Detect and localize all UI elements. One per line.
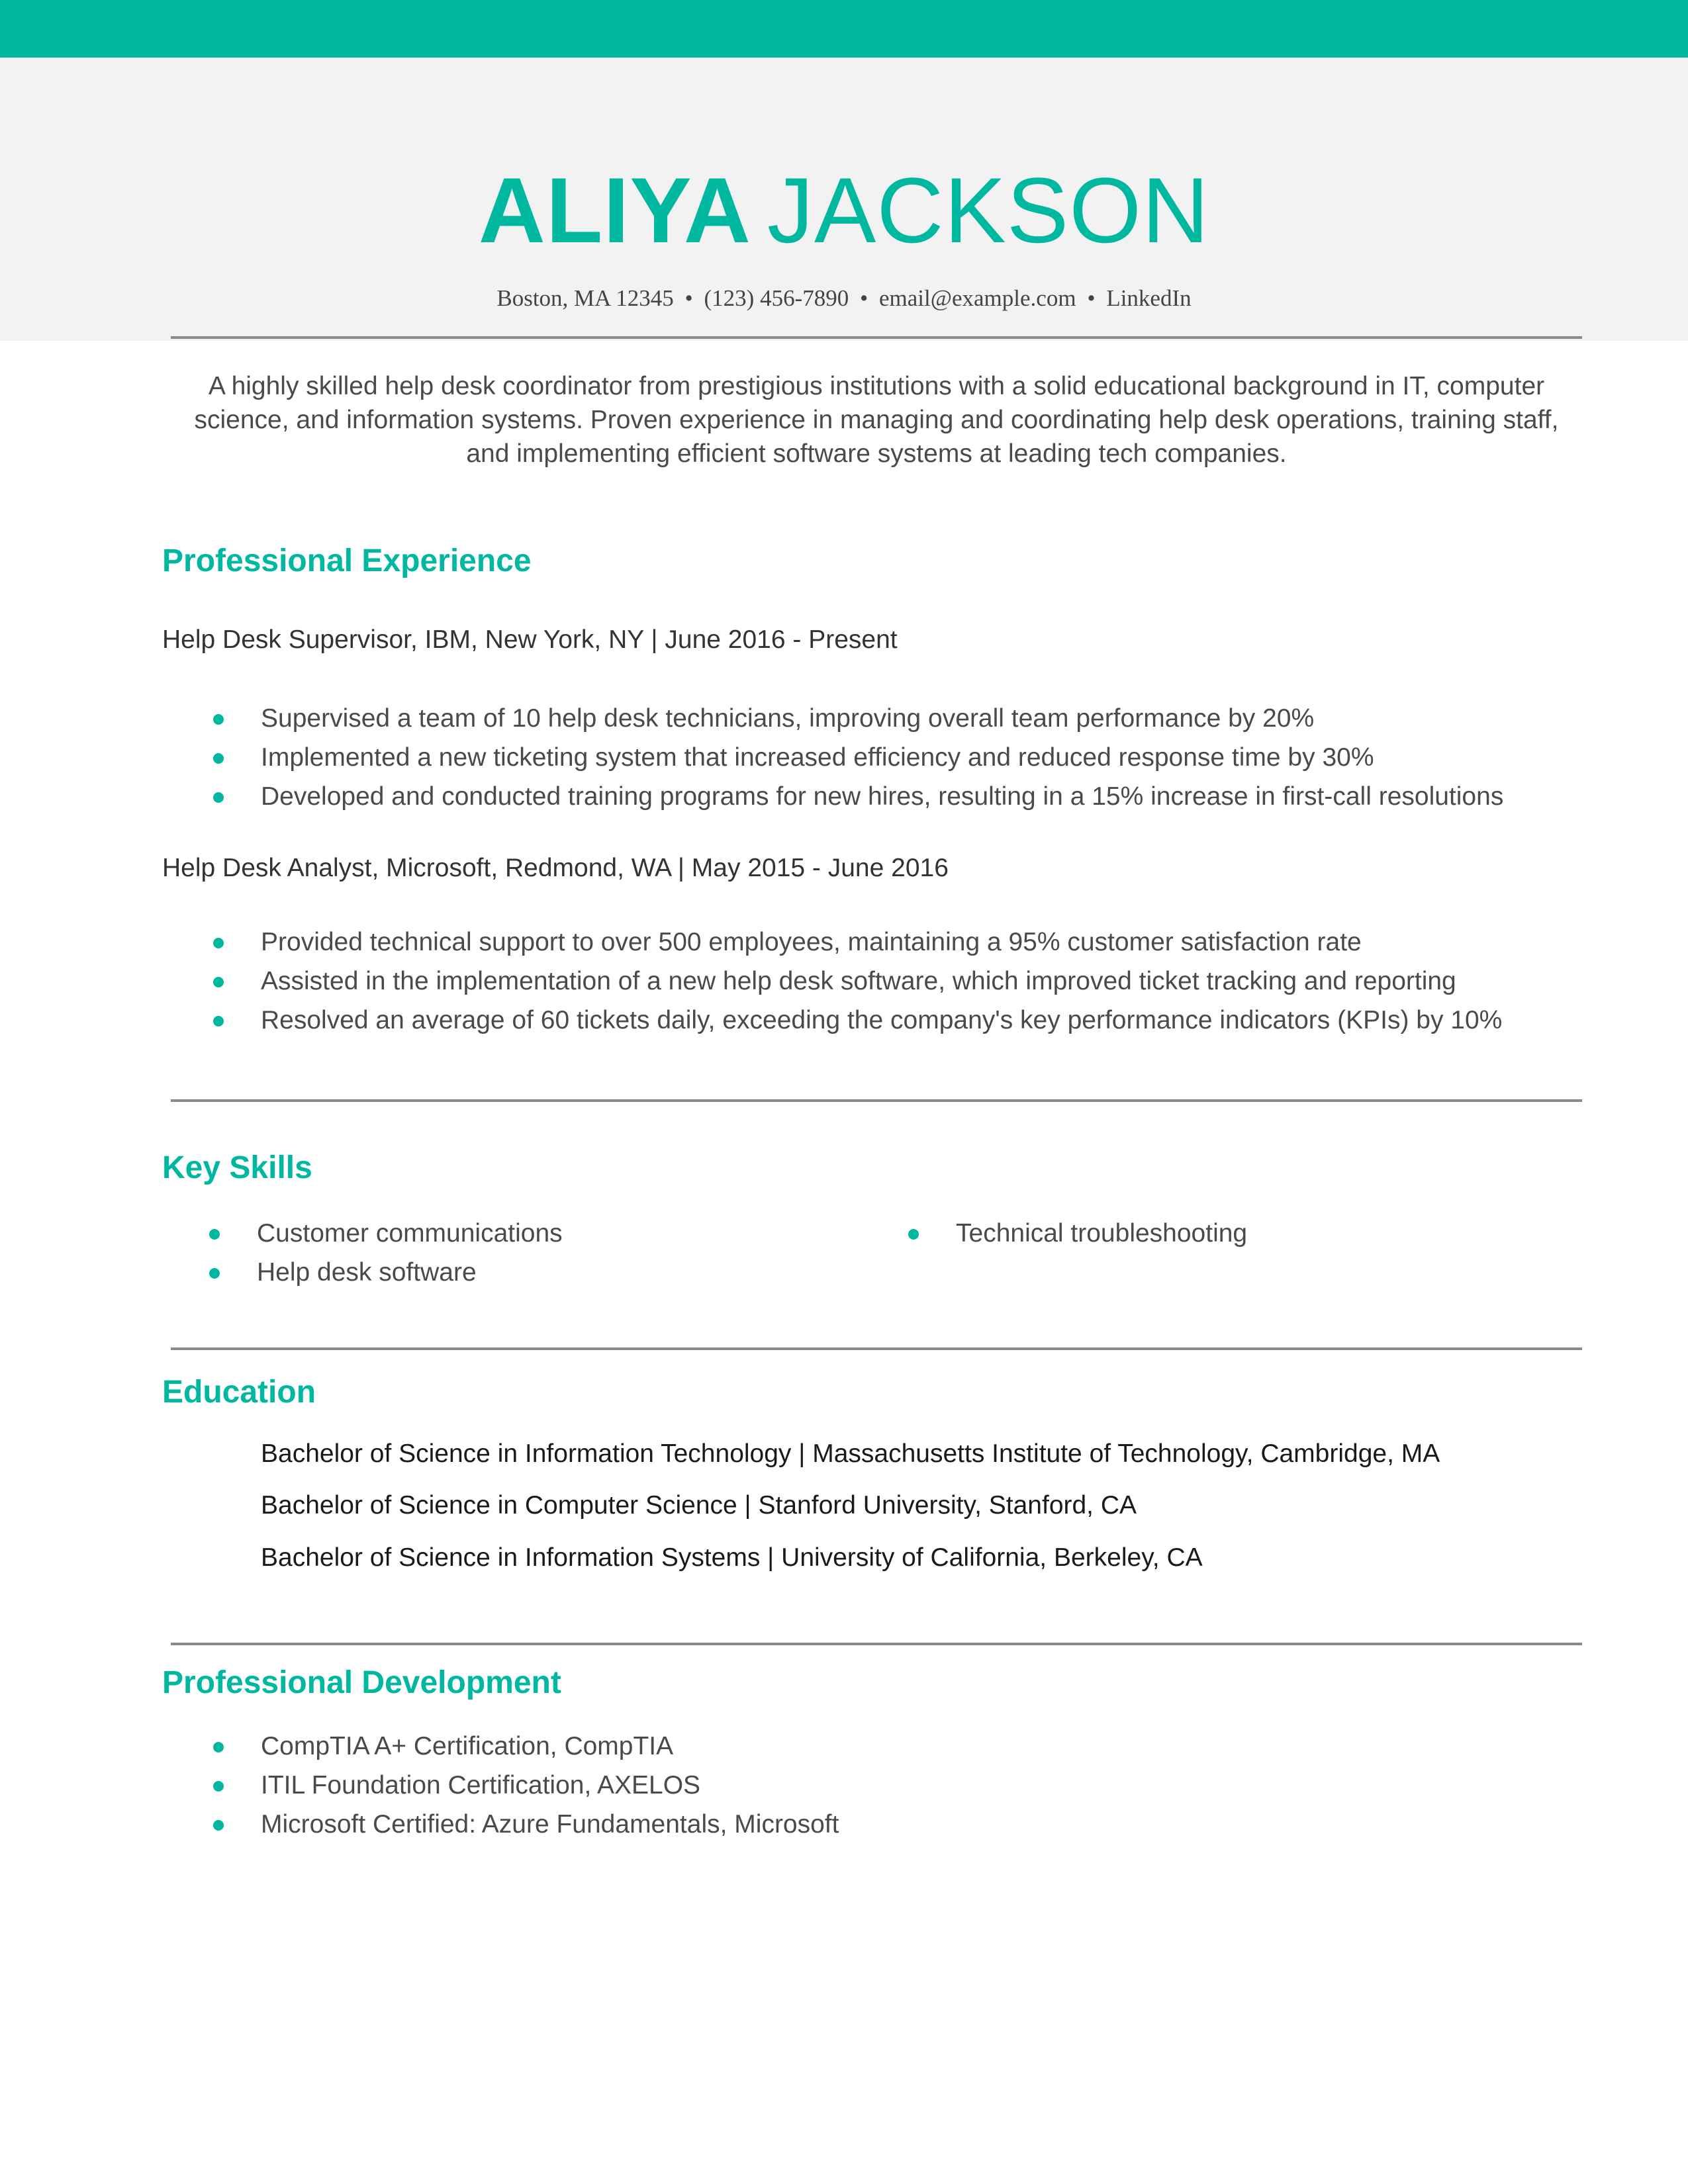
contact-location: Boston, MA 12345 <box>496 285 674 311</box>
first-name: ALIYA <box>478 158 751 262</box>
contact-separator: • <box>1087 285 1096 311</box>
certification-text: Microsoft Certified: Azure Fundamentals, Microsoft <box>261 1810 839 1839</box>
bullet-icon <box>213 1742 224 1752</box>
header-divider <box>171 336 1582 339</box>
education-section-title: Education <box>162 1375 316 1410</box>
skills-right-column <box>908 1214 1247 1253</box>
education-item: Bachelor of Science in Information Systems | University of California, Berkeley, CA <box>261 1543 1203 1572</box>
contact-separator: • <box>860 285 868 311</box>
bullet-icon <box>209 1229 220 1240</box>
education-item: Bachelor of Science in Computer Science | Stanford University, Stanford, CA <box>261 1491 1137 1520</box>
skill-text: Customer communications <box>257 1219 563 1248</box>
skill-text: Technical troubleshooting <box>956 1219 1248 1248</box>
summary-paragraph: A highly skilled help desk coordinator from prestigious institutions with a solid educational background in IT, computer science, and information systems. Proven experience in managing and coordinating help desk operations, training staff, and implementing efficient software systems at leading tech companies. <box>194 372 1559 468</box>
job-bullets <box>213 923 1502 1040</box>
bullet-text: Supervised a team of 10 help desk technicians, improving overall team performance by 20% <box>261 704 1315 733</box>
bullet-icon <box>213 753 224 764</box>
bullet-text: Developed and conducted training programs for new hires, resulting in a 15% increase in first-call resolutions <box>261 782 1504 811</box>
bullet-text: Assisted in the implementation of a new help desk software, which improved ticket tracking and reporting <box>261 967 1456 995</box>
list-item <box>213 962 1502 1001</box>
list-item <box>213 1727 839 1766</box>
contact-separator: • <box>684 285 693 311</box>
skills-left-column <box>209 1214 563 1292</box>
job-heading: Help Desk Supervisor, IBM, New York, NY | June 2016 - Present <box>162 625 898 654</box>
list-item <box>213 777 1503 816</box>
list-item <box>213 1805 839 1844</box>
contact-phone: (123) 456-7890 <box>704 285 849 311</box>
bullet-text: Implemented a new ticketing system that increased efficiency and reduced response time by 30% <box>261 743 1374 772</box>
experience-section-title: Professional Experience <box>162 543 532 578</box>
bullet-icon <box>213 1820 224 1831</box>
job-heading: Help Desk Analyst, Microsoft, Redmond, WA | May 2015 - June 2016 <box>162 854 949 882</box>
job-bullets <box>213 699 1503 816</box>
bullet-icon <box>213 1016 224 1026</box>
certification-text: ITIL Foundation Certification, AXELOS <box>261 1771 701 1799</box>
contact-email[interactable]: email@example.com <box>879 285 1076 311</box>
contact-linkedin-link[interactable]: LinkedIn <box>1106 285 1192 311</box>
bullet-text: Resolved an average of 60 tickets daily, exceeding the company's key performance indicators (KPIs) by 10% <box>261 1006 1503 1034</box>
list-item <box>209 1253 563 1292</box>
list-item <box>213 699 1503 738</box>
list-item <box>908 1214 1247 1253</box>
education-item: Bachelor of Science in Information Technology | Massachusetts Institute of Technology, Cambridge, MA <box>261 1439 1440 1468</box>
section-divider <box>171 1643 1582 1645</box>
bullet-icon <box>209 1268 220 1279</box>
bullet-icon <box>213 714 224 725</box>
top-accent-bar <box>0 0 1688 58</box>
list-item <box>213 1001 1502 1040</box>
last-name: JACKSON <box>767 158 1210 262</box>
contact-line <box>0 283 1688 314</box>
bullet-icon <box>213 938 224 948</box>
section-divider <box>171 1099 1582 1102</box>
list-item <box>213 1766 839 1805</box>
candidate-name <box>0 152 1688 268</box>
development-list <box>213 1727 839 1844</box>
list-item <box>209 1214 563 1253</box>
section-divider <box>171 1347 1582 1350</box>
list-item <box>213 738 1503 777</box>
bullet-icon <box>213 977 224 987</box>
bullet-icon <box>908 1229 919 1240</box>
list-item <box>213 923 1502 962</box>
bullet-icon <box>213 1781 224 1792</box>
bullet-text: Provided technical support to over 500 employees, maintaining a 95% customer satisfaction rate <box>261 928 1362 956</box>
skill-text: Help desk software <box>257 1258 477 1287</box>
development-section-title: Professional Development <box>162 1665 561 1700</box>
certification-text: CompTIA A+ Certification, CompTIA <box>261 1732 674 1760</box>
skills-section-title: Key Skills <box>162 1150 312 1185</box>
bullet-icon <box>213 792 224 803</box>
